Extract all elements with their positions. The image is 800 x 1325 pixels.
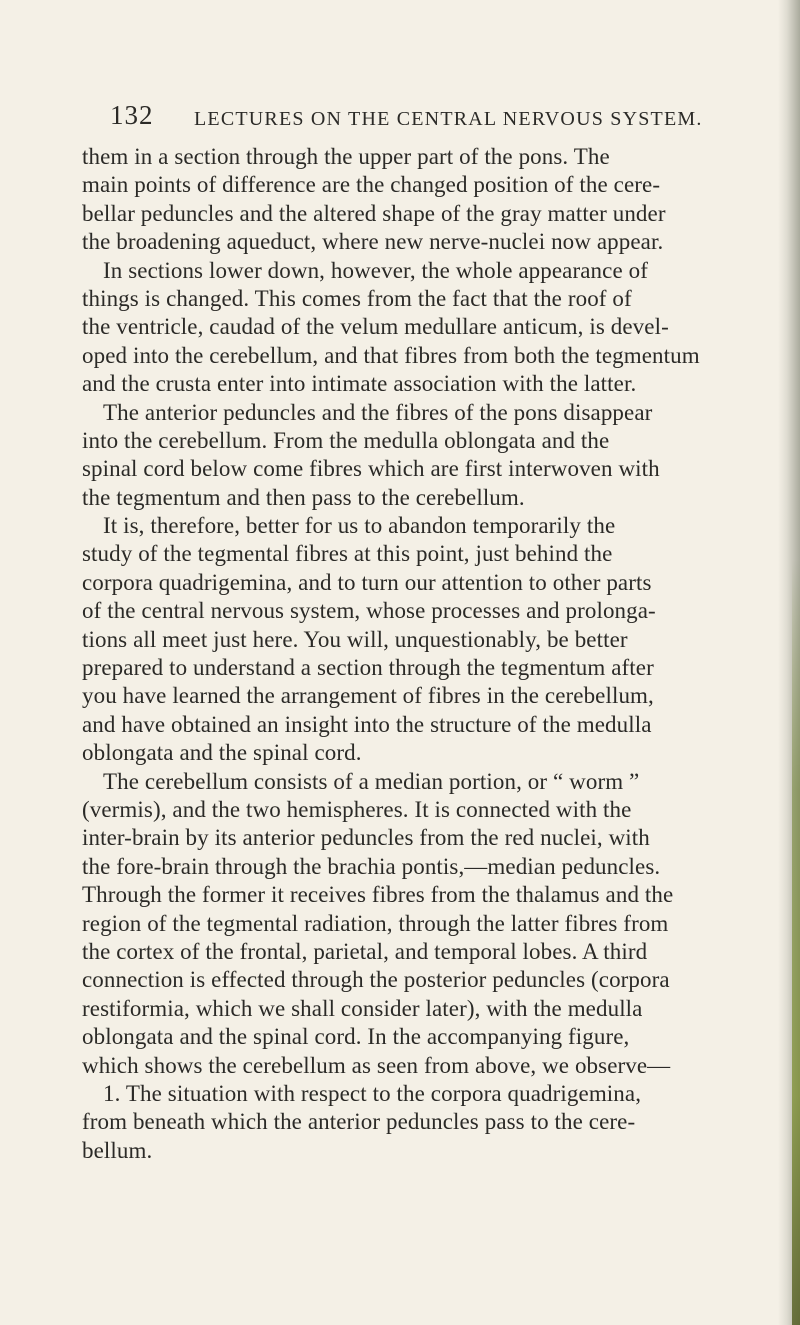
text-line: the ventricle, caudad of the velum medullare anticum, is devel-	[82, 314, 669, 340]
text-line: oblongata and the spinal cord. In the accompanying figure,	[82, 1024, 630, 1050]
text-line: from beneath which the anterior peduncles pass to the cere-	[82, 1109, 636, 1135]
text-line: which shows the cerebellum as seen from above, we observe—	[82, 1052, 671, 1078]
text-line: corpora quadrigemina, and to turn our attention to other parts	[82, 569, 652, 595]
page-header	[110, 100, 750, 136]
text-line: the broadening aqueduct, where new nerve-nuclei now appear.	[82, 229, 664, 255]
text-line: and the crusta enter into intimate association with the latter.	[82, 371, 637, 397]
text-line: you have learned the arrangement of fibres in the cerebellum,	[82, 683, 654, 709]
text-line: prepared to understand a section through the tegmentum after	[82, 655, 654, 681]
text-line: them in a section through the upper part of the pons. The	[82, 144, 610, 169]
text-line: tions all meet just here. You will, unquestionably, be better	[82, 626, 628, 652]
text-line: restiformia, which we shall consider later), with the medulla	[82, 995, 643, 1021]
text-line: of the central nervous system, whose processes and prolonga-	[82, 598, 656, 624]
text-line: the cortex of the frontal, parietal, and temporal lobes. A third	[82, 938, 648, 964]
text-line: It is, therefore, better for us to abandon temporarily the	[103, 513, 616, 539]
text-line: into the cerebellum. From the medulla oblongata and the	[82, 427, 610, 453]
text-line: The anterior peduncles and the fibres of the pons disappear	[103, 399, 653, 425]
text-line: (vermis), and the two hemispheres. It is connected with the	[82, 796, 632, 822]
body-text	[82, 143, 752, 1165]
book-edge-stain	[792, 560, 800, 1325]
text-line: oped into the cerebellum, and that fibres from both the tegmentum	[82, 342, 700, 368]
text-line: region of the tegmental radiation, through the latter fibres from	[82, 910, 669, 936]
text-line: The cerebellum consists of a median portion, or “ worm ”	[103, 768, 640, 794]
text-line: Through the former it receives fibres from the thalamus and the	[82, 882, 674, 908]
text-line: In sections lower down, however, the whole appearance of	[103, 257, 648, 283]
page-number: 132	[110, 100, 154, 130]
text-line: main points of difference are the changed position of the cere-	[82, 172, 661, 198]
text-line: oblongata and the spinal cord.	[82, 740, 362, 766]
text-line: bellar peduncles and the altered shape of the gray matter under	[82, 200, 666, 226]
text-line: inter-brain by its anterior peduncles from the red nuclei, with	[82, 825, 650, 851]
text-line: spinal cord below come fibres which are first interwoven with	[82, 456, 660, 482]
text-line: and have obtained an insight into the structure of the medulla	[82, 711, 652, 737]
text-line: bellum.	[82, 1137, 153, 1163]
text-line: the fore-brain through the brachia pontis,—median peduncles.	[82, 853, 661, 879]
text-line: things is changed. This comes from the fact that the roof of	[82, 285, 632, 311]
text-line: connection is effected through the posterior peduncles (corpora	[82, 967, 670, 993]
text-line: the tegmentum and then pass to the cerebellum.	[82, 484, 525, 510]
running-head: LECTURES ON THE CENTRAL NERVOUS SYSTEM.	[194, 108, 703, 130]
text-line: 1. The situation with respect to the corpora quadrigemina,	[103, 1080, 642, 1106]
text-line: study of the tegmental fibres at this point, just behind the	[82, 541, 613, 567]
